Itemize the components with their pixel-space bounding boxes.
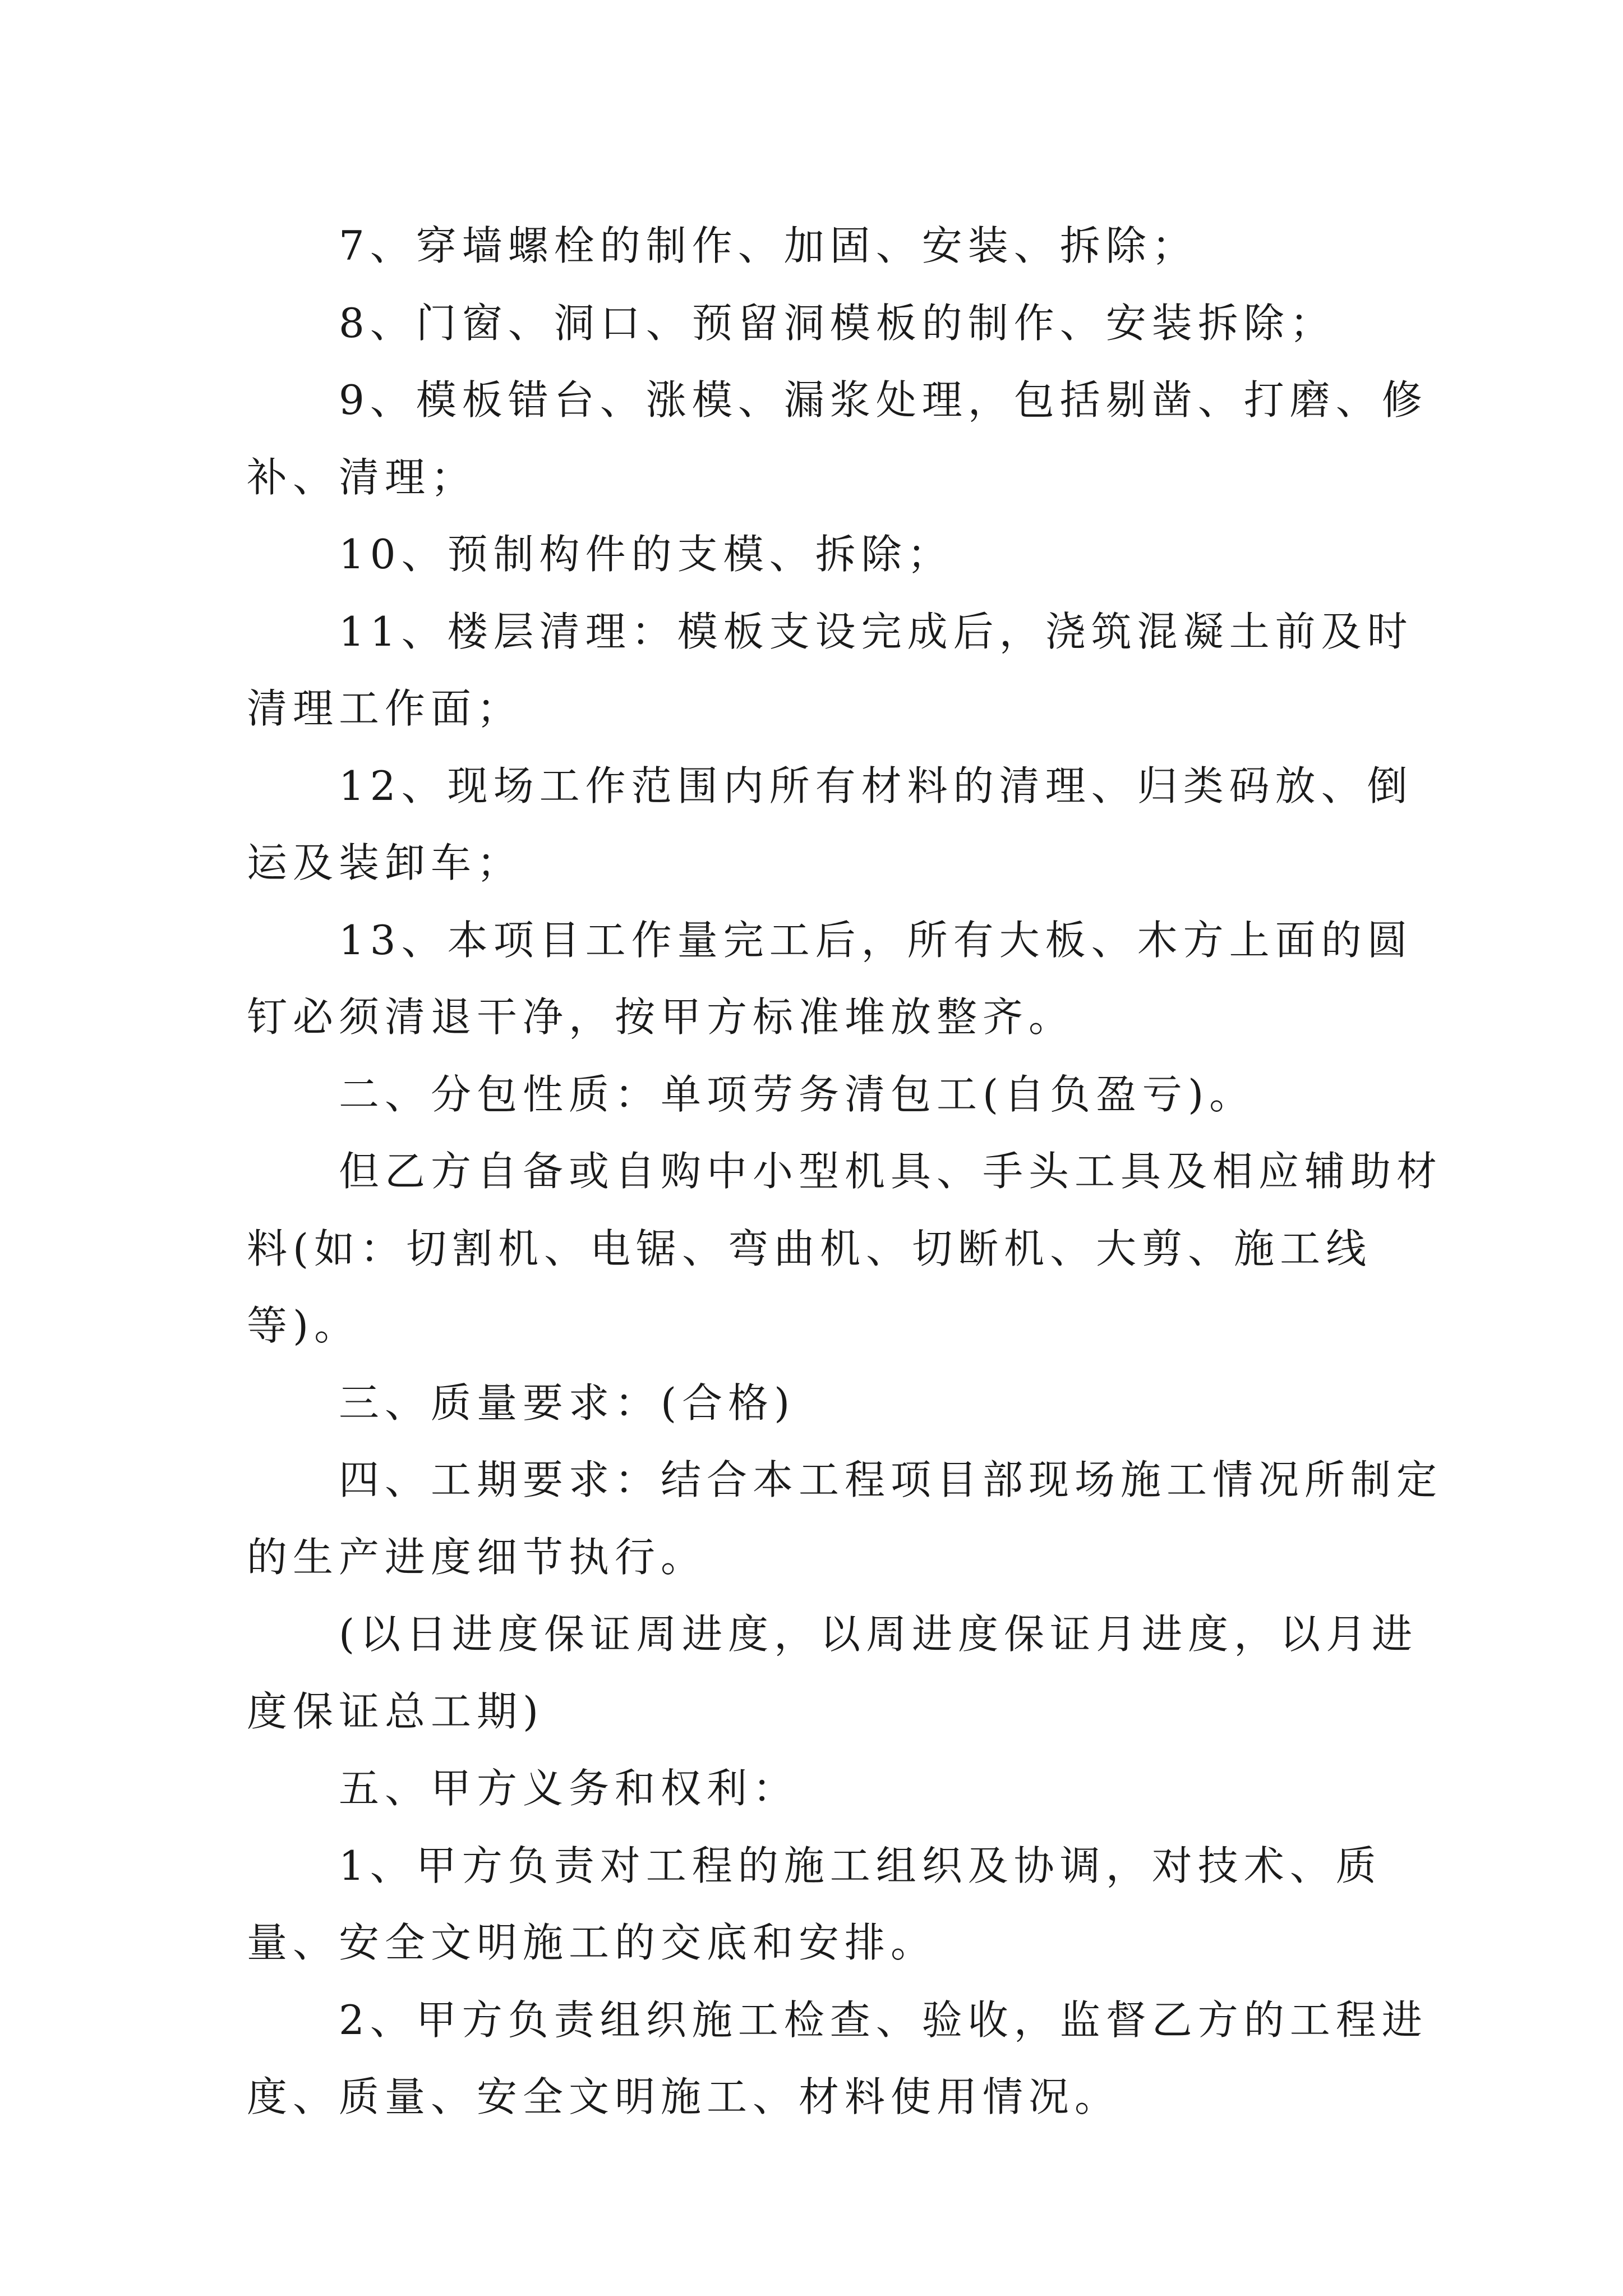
paragraph-item-10: 10、预制构件的支模、拆除； <box>339 531 953 578</box>
paragraph-schedule-note: (以日进度保证周进度，以周进度保证月进度，以月进度保证总工期) <box>247 1611 1418 1735</box>
paragraph-item-8: 8、门窗、洞口、预留洞模板的制作、安装拆除； <box>339 299 1336 347</box>
section-heading-party-a-duties: 五、甲方义务和权利： <box>339 1765 799 1812</box>
paragraph-item-9: 9、模板错台、涨模、漏浆处理，包括剔凿、打磨、修补、清理； <box>247 376 1428 501</box>
paragraph-party-a-item-1: 1、甲方负责对工程的施工组织及协调，对技术、质量、安全文明施工的交底和安排。 <box>247 1842 1382 1966</box>
paragraph-tools-note: 但乙方自备或自购中小型机具、手头工具及相应辅助材料(如：切割机、电锯、弯曲机、切断机、大剪、施工线等)。 <box>247 1148 1443 1349</box>
paragraph-item-7: 7、穿墙螺栓的制作、加固、安装、拆除； <box>339 222 1198 269</box>
paragraph-item-13: 13、本项目工作量完工后，所有大板、木方上面的圆钉必须清退干净，按甲方标准堆放整齐。 <box>247 916 1413 1041</box>
section-heading-quality: 三、质量要求：(合格) <box>339 1379 796 1427</box>
paragraph-party-a-item-2: 2、甲方负责组织施工检查、验收，监督乙方的工程进度、质量、安全文明施工、材料使用情况。 <box>247 1996 1428 2120</box>
section-heading-subcontract-nature: 二、分包性质：单项劳务清包工(自负盈亏)。 <box>339 1070 1256 1118</box>
paragraph-item-11: 11、楼层清理：模板支设完成后，浇筑混凝土前及时清理工作面； <box>247 608 1413 732</box>
document-body <box>247 208 1447 2136</box>
paragraph-item-12: 12、现场工作范围内所有材料的清理、归类码放、倒运及装卸车； <box>247 762 1413 886</box>
section-heading-schedule: 四、工期要求：结合本工程项目部现场施工情况所制定的生产进度细节执行。 <box>247 1456 1443 1581</box>
